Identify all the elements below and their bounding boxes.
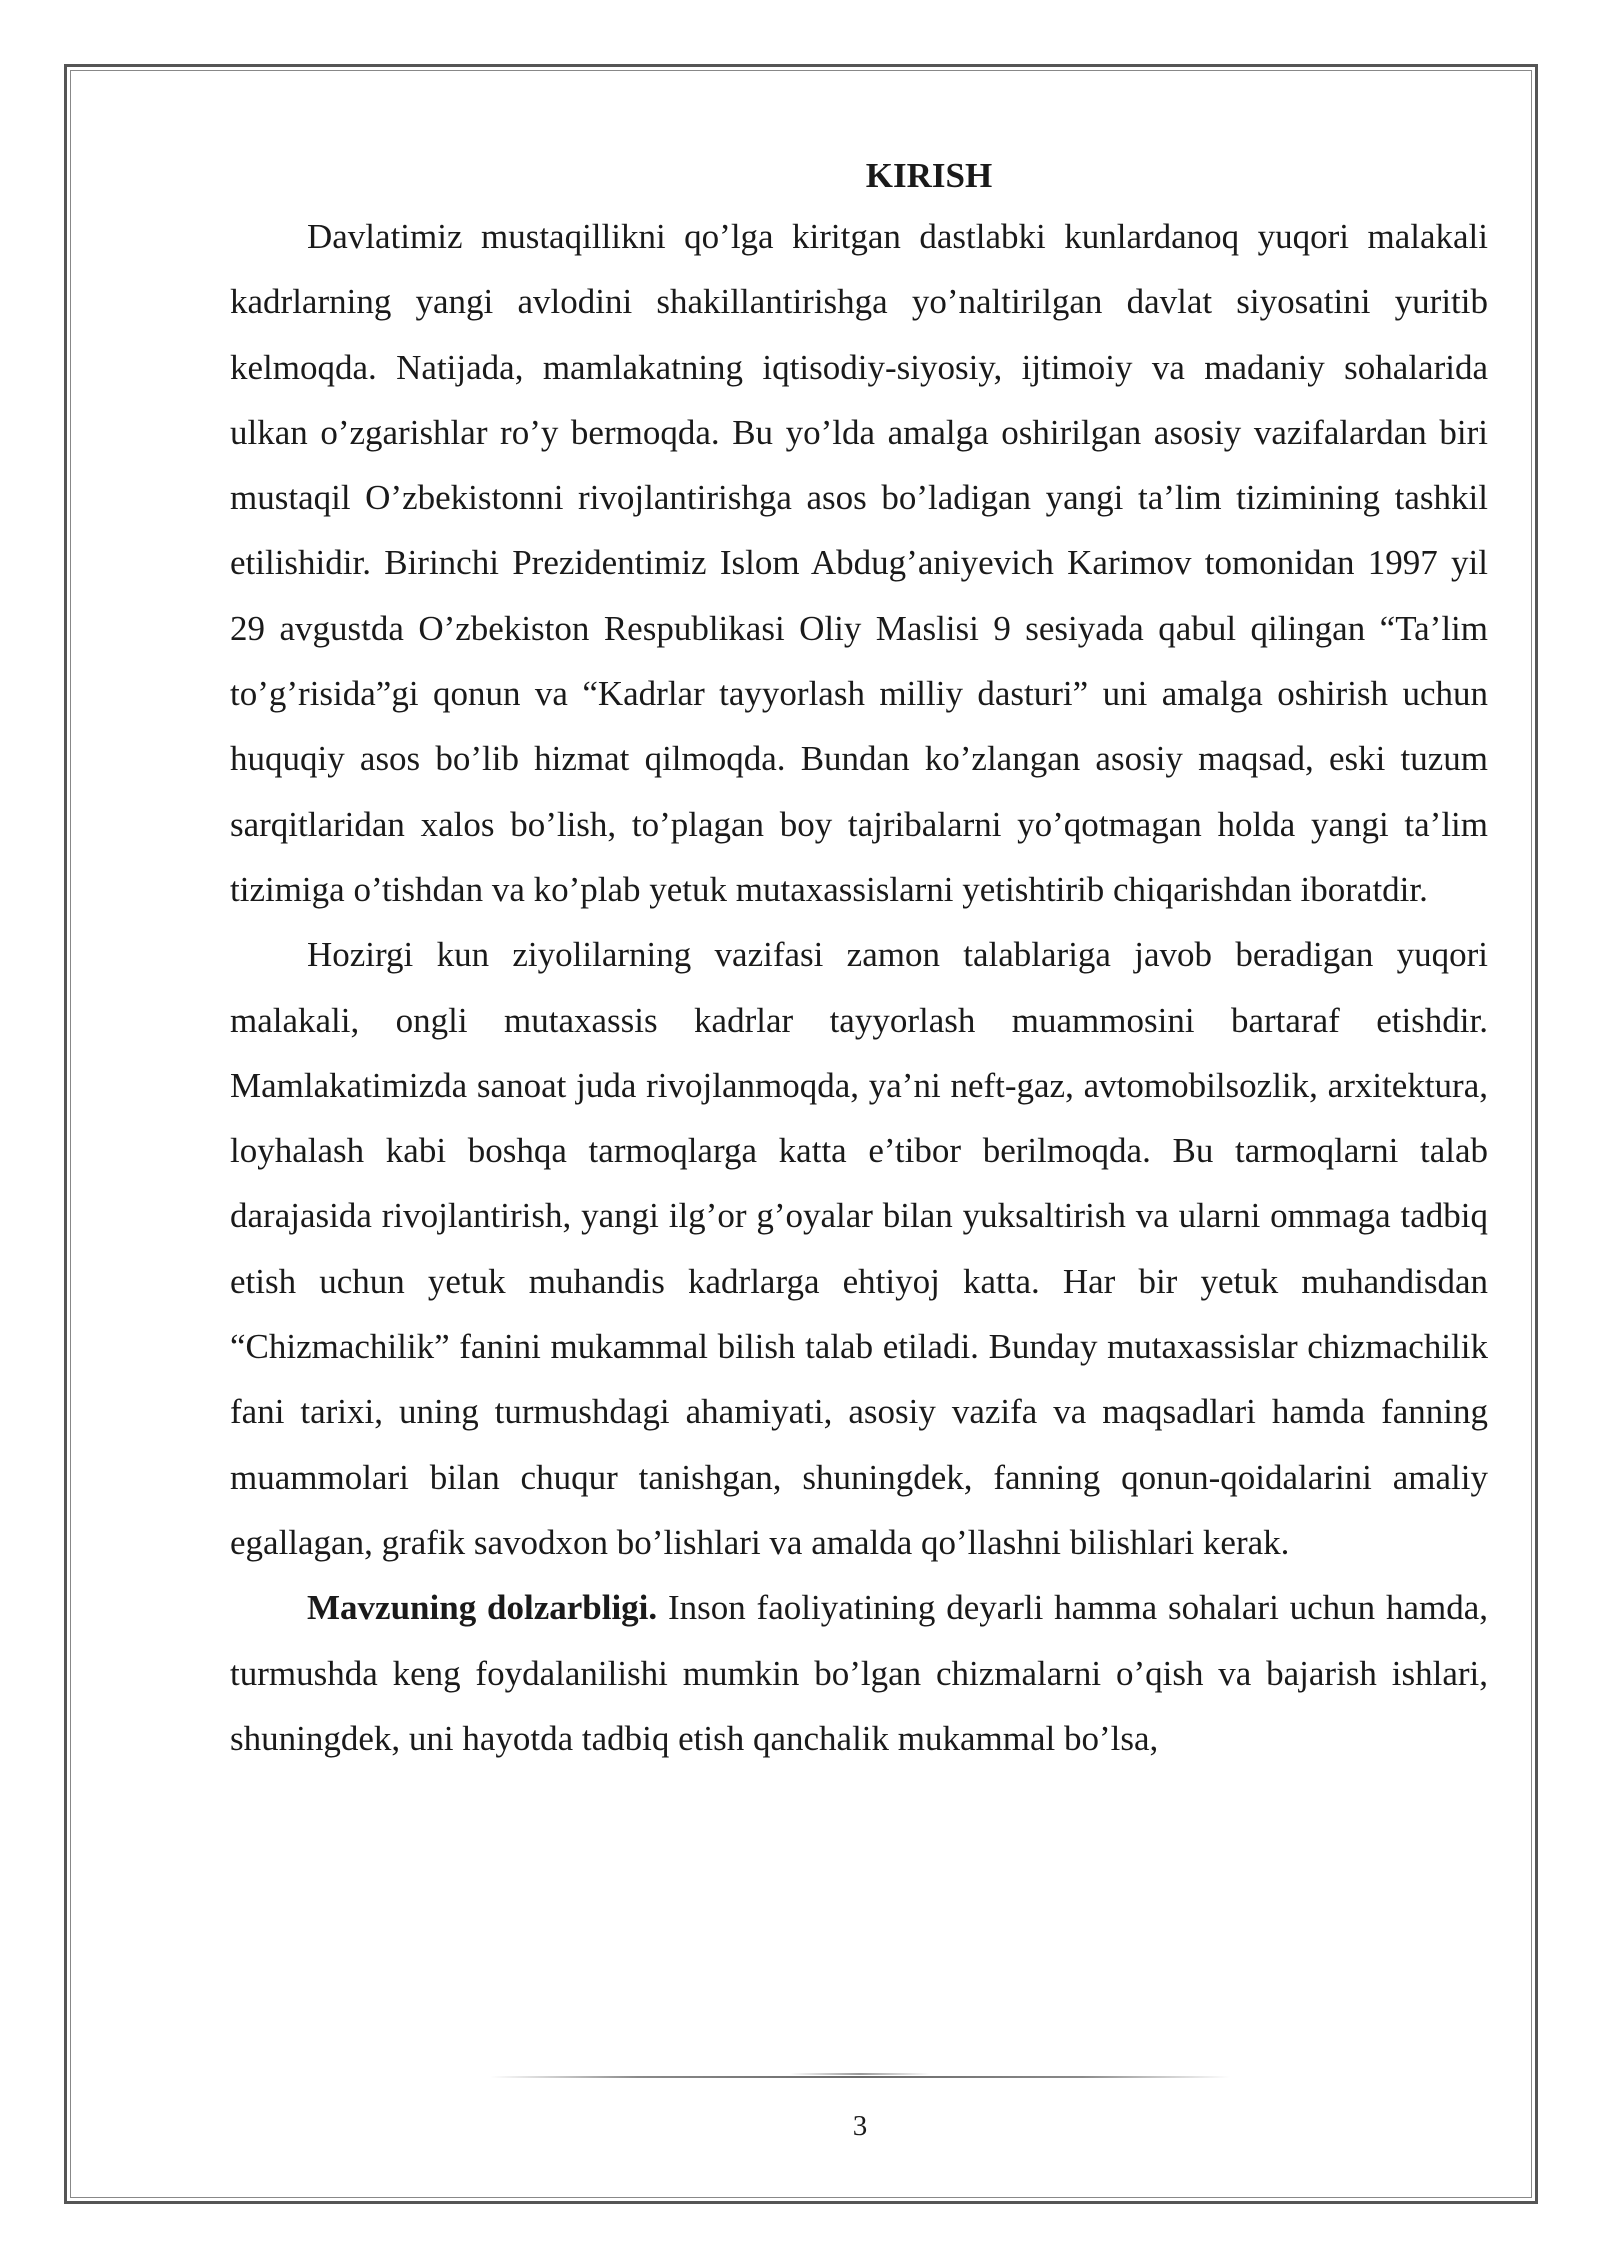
- document-title: KIRISH: [865, 156, 993, 195]
- paragraph-1: Davlatimiz mustaqillikni qo’lga kiritgan dastlabki kunlardanoq yuqori malakali kadrlarning yangi avlodini shakillantirishga yo’naltirilgan davlat siyosatini yuritib kelmoqda. Natijada, mamlakatning iqtisodiy-siyosiy, ijtimoiy va madaniy sohalarida ulkan o’zgarishlar ro’y bermoqda. Bu yo’lda amalga oshirilgan asosiy vazifalardan biri mustaqil O’zbekistonni rivojlantirishga asos bo’ladigan yangi ta’lim tizimining tashkil etilishidir. Birinchi Prezidentimiz Islom Abdug’aniyevich Karimov tomonidan 1997 yil 29 avgustda O’zbekiston Respublikasi Oliy Maslisi 9 sesiyada qabul qilingan “Ta’lim to’g’risida”gi qonun va “Kadrlar tayyorlash milliy dasturi” uni amalga oshirish uchun huquqiy asos bo’lib hizmat qilmoqda. Bundan ko’zlangan asosiy maqsad, eski tuzum sarqitlaridan xalos bo’lish, to’plagan boy tajribalarni yo’qotmagan holda yangi ta’lim tizimiga o’tishdan va ko’plab yetuk mutaxassislarni yetishtirib chiqarishdan iboratdir.: [230, 217, 1488, 909]
- footer-divider-accent: [790, 2073, 930, 2075]
- footer-divider: [490, 2076, 1230, 2078]
- section-heading-relevance: Mavzuning dolzarbligi.: [307, 1588, 658, 1628]
- page-number: 3: [852, 2110, 868, 2142]
- paragraph-2: Hozirgi kun ziyolilarning vazifasi zamon talablariga javob beradigan yuqori malakali, ongli mutaxassis kadrlar tayyorlash muammosini bartaraf etishdir. Mamlakatimizda sanoat juda rivojlanmoqda, ya’ni neft-gaz, avtomobilsozlik, arxitektura, loyhalash kabi boshqa tarmoqlarga katta e’tibor berilmoqda. Bu tarmoqlarni talab darajasida rivojlantirish, yangi ilg’or g’oyalar bilan yuksaltirish va ularni ommaga tadbiq etish uchun yetuk muhandis kadrlarga ehtiyoj katta. Har bir yetuk muhandisdan “Chizmachilik” fanini mukammal bilish talab etiladi. Bunday mutaxassislar chizmachilik fani tarixi, uning turmushdagi ahamiyati, asosiy vazifa va maqsadlari hamda fanning muammolari bilan chuqur tanishgan, shuningdek, fanning qonun-qoidalarini amaliy egallagan, grafik savodxon bo’lishlari va amalda qo’llashni bilishlari kerak.: [230, 935, 1488, 1562]
- relevance-text: Inson faoliyatining deyarli hamma sohalari uchun hamda, turmushda keng foydalanilishi mumkin bo’lgan chizmalarni o’qish va bajarish ishlari, shuningdek, uni hayotda tadbiq etish qanchalik mukammal bo’lsa,: [230, 1588, 1488, 1758]
- paragraph-3: [230, 1575, 1488, 1771]
- document-body: [230, 148, 1488, 1771]
